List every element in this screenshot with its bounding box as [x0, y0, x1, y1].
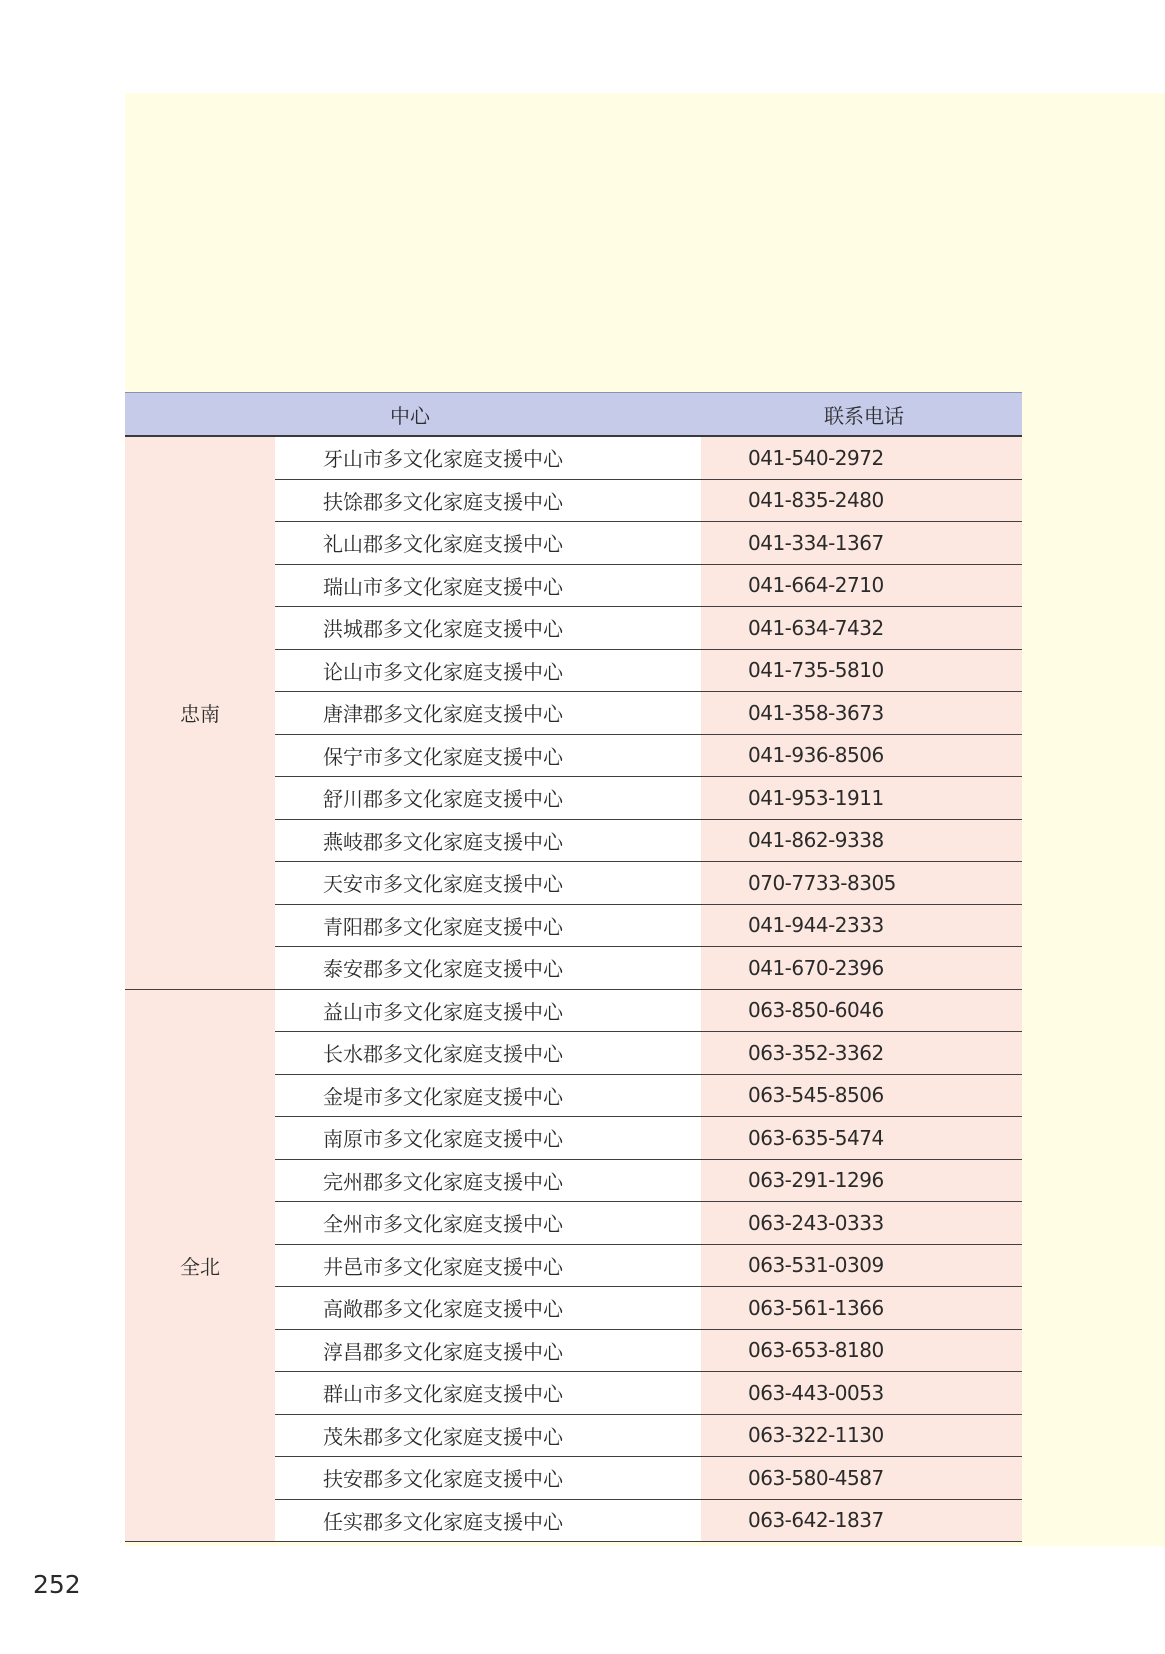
page-number: 252 [33, 1570, 81, 1599]
table-header-row [125, 393, 1022, 437]
center-name-cell: 天安市多文化家庭支援中心 [275, 862, 701, 905]
phone-cell: 063-243-0333 [701, 1202, 1022, 1245]
phone-cell: 063-352-3362 [701, 1032, 1022, 1075]
center-name-cell: 唐津郡多文化家庭支援中心 [275, 692, 701, 735]
phone-cell: 070-7733-8305 [701, 862, 1022, 905]
center-name-cell: 高敞郡多文化家庭支援中心 [275, 1287, 701, 1330]
center-directory-table [125, 392, 1022, 1542]
phone-cell: 041-936-8506 [701, 734, 1022, 777]
table-row [125, 436, 1022, 479]
phone-cell: 063-653-8180 [701, 1329, 1022, 1372]
table-row [125, 989, 1022, 1032]
phone-cell: 063-850-6046 [701, 989, 1022, 1032]
phone-cell: 041-835-2480 [701, 479, 1022, 522]
center-name-cell: 群山市多文化家庭支援中心 [275, 1372, 701, 1415]
phone-cell: 063-635-5474 [701, 1117, 1022, 1160]
center-name-cell: 青阳郡多文化家庭支援中心 [275, 904, 701, 947]
center-name-cell: 牙山市多文化家庭支援中心 [275, 436, 701, 479]
center-name-cell: 礼山郡多文化家庭支援中心 [275, 522, 701, 565]
center-name-cell: 论山市多文化家庭支援中心 [275, 649, 701, 692]
phone-cell: 063-531-0309 [701, 1244, 1022, 1287]
center-name-cell: 扶安郡多文化家庭支援中心 [275, 1457, 701, 1500]
center-name-cell: 南原市多文化家庭支援中心 [275, 1117, 701, 1160]
phone-cell: 041-735-5810 [701, 649, 1022, 692]
header-phone: 联系电话 [701, 393, 1022, 437]
center-name-cell: 保宁市多文化家庭支援中心 [275, 734, 701, 777]
center-name-cell: 燕岐郡多文化家庭支援中心 [275, 819, 701, 862]
center-name-cell: 金堤市多文化家庭支援中心 [275, 1074, 701, 1117]
phone-cell: 063-322-1130 [701, 1414, 1022, 1457]
phone-cell: 041-953-1911 [701, 777, 1022, 820]
header-center: 中心 [125, 393, 701, 437]
phone-cell: 041-670-2396 [701, 947, 1022, 990]
center-name-cell: 扶馀郡多文化家庭支援中心 [275, 479, 701, 522]
center-name-cell: 全州市多文化家庭支援中心 [275, 1202, 701, 1245]
phone-cell: 063-545-8506 [701, 1074, 1022, 1117]
region-cell: 忠南 [125, 436, 275, 989]
center-name-cell: 长水郡多文化家庭支援中心 [275, 1032, 701, 1075]
center-name-cell: 完州郡多文化家庭支援中心 [275, 1159, 701, 1202]
phone-cell: 041-944-2333 [701, 904, 1022, 947]
phone-cell: 063-580-4587 [701, 1457, 1022, 1500]
region-cell: 全北 [125, 989, 275, 1542]
center-name-cell: 洪城郡多文化家庭支援中心 [275, 607, 701, 650]
center-name-cell: 任实郡多文化家庭支援中心 [275, 1499, 701, 1542]
table-body [125, 436, 1022, 1542]
phone-cell: 063-291-1296 [701, 1159, 1022, 1202]
phone-cell: 041-634-7432 [701, 607, 1022, 650]
center-name-cell: 井邑市多文化家庭支援中心 [275, 1244, 701, 1287]
center-name-cell: 淳昌郡多文化家庭支援中心 [275, 1329, 701, 1372]
phone-cell: 041-664-2710 [701, 564, 1022, 607]
phone-cell: 041-540-2972 [701, 436, 1022, 479]
phone-cell: 063-642-1837 [701, 1499, 1022, 1542]
center-name-cell: 泰安郡多文化家庭支援中心 [275, 947, 701, 990]
center-name-cell: 益山市多文化家庭支援中心 [275, 989, 701, 1032]
center-name-cell: 瑞山市多文化家庭支援中心 [275, 564, 701, 607]
center-name-cell: 舒川郡多文化家庭支援中心 [275, 777, 701, 820]
phone-cell: 041-334-1367 [701, 522, 1022, 565]
phone-cell: 041-862-9338 [701, 819, 1022, 862]
phone-cell: 063-443-0053 [701, 1372, 1022, 1415]
center-name-cell: 茂朱郡多文化家庭支援中心 [275, 1414, 701, 1457]
phone-cell: 041-358-3673 [701, 692, 1022, 735]
phone-cell: 063-561-1366 [701, 1287, 1022, 1330]
